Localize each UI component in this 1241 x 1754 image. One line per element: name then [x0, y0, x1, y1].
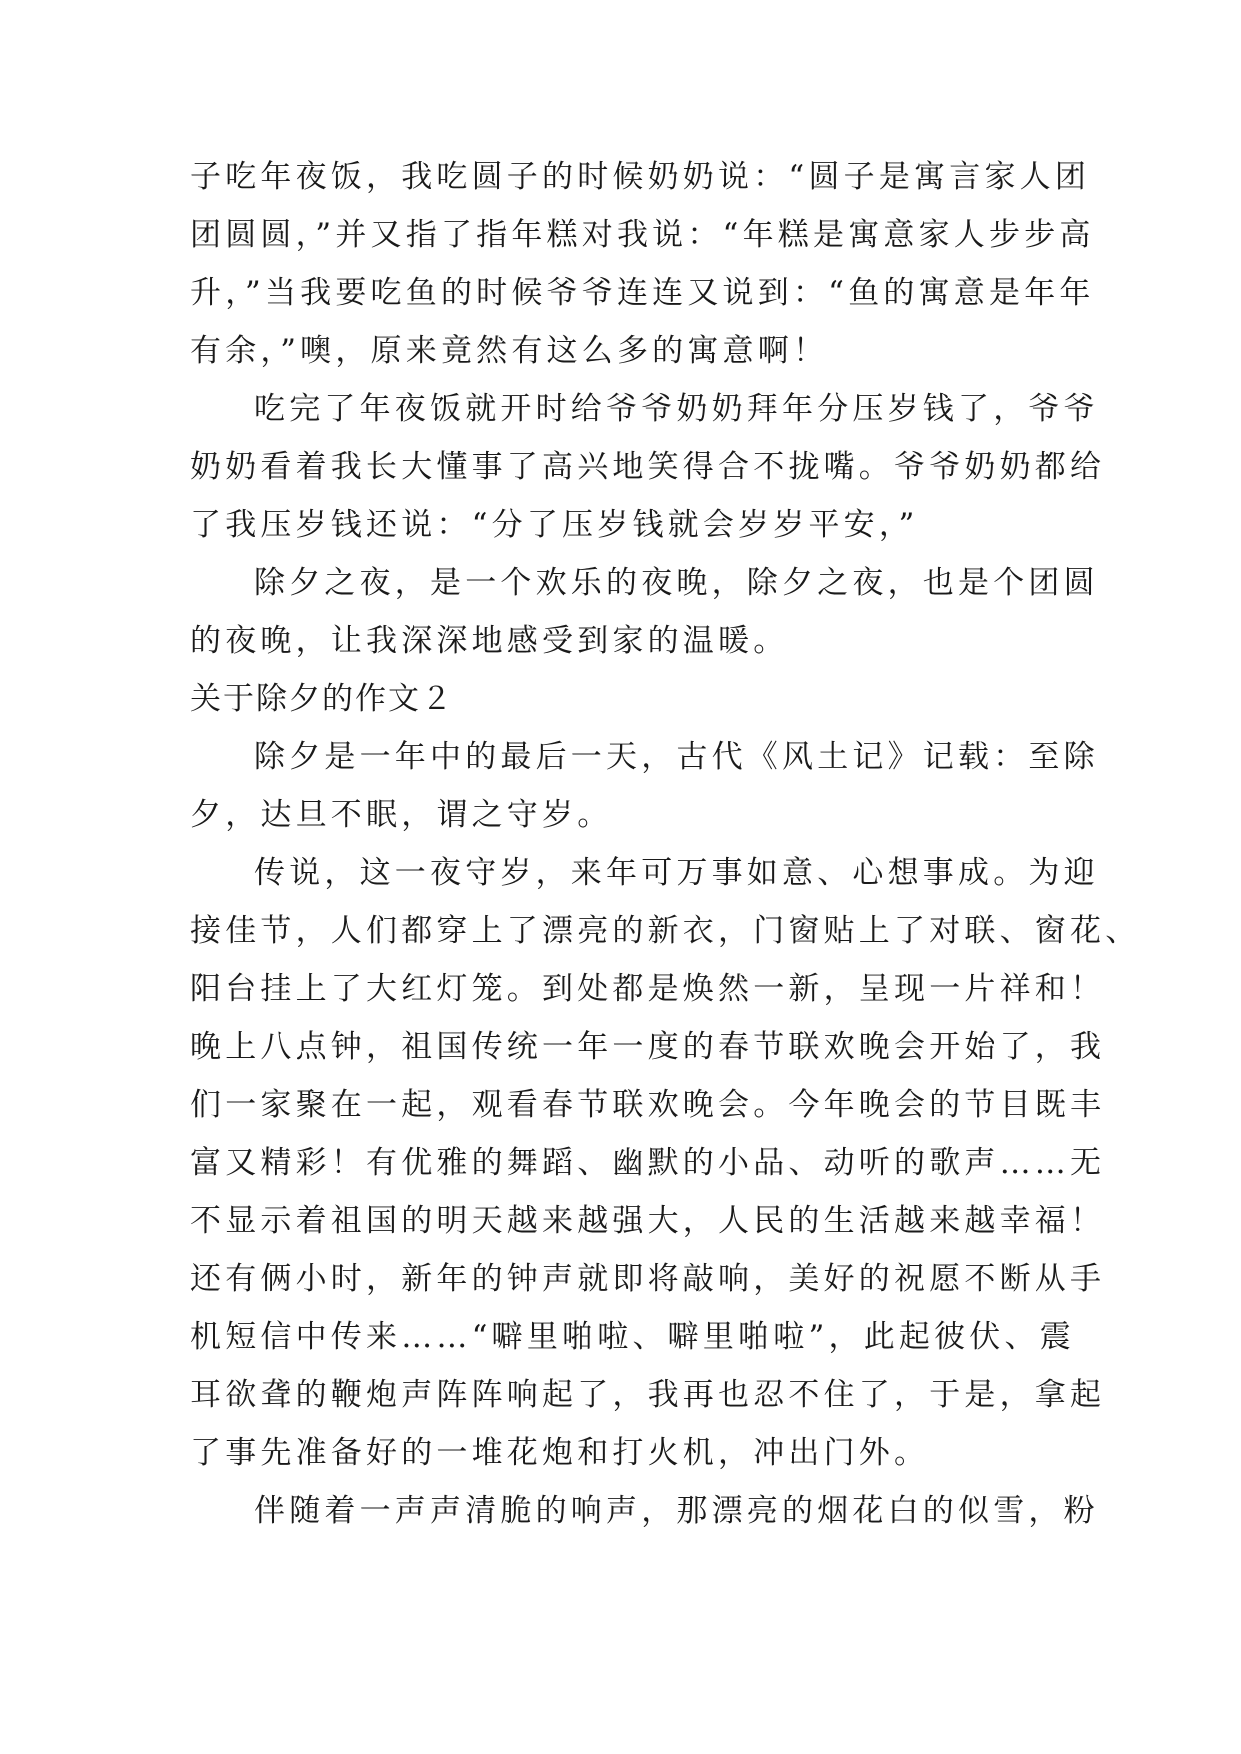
- text-line: 除夕之夜，是一个欢乐的夜晚，除夕之夜，也是个团圆: [254, 565, 1099, 601]
- paragraph: [190, 380, 1106, 554]
- text-line: 机短信中传来……“噼里啪啦、噼里啪啦”，此起彼伏、震: [190, 1319, 1075, 1355]
- text-line: 除夕是一年中的最后一天，古代《风土记》记载：至除: [254, 739, 1099, 775]
- text-line: 们一家聚在一起，观看春节联欢晚会。今年晚会的节目既丰: [190, 1087, 1106, 1123]
- text-line: 团圆圆，”并又指了指年糕对我说：“年糕是寓意家人步步高: [190, 217, 1095, 253]
- text-line: 不显示着祖国的明天越来越强大，人民的生活越来越幸福！: [190, 1203, 1106, 1239]
- heading-text: 关于除夕的作文２: [190, 681, 454, 717]
- paragraph: [190, 1482, 1099, 1540]
- text-line: 阳台挂上了大红灯笼。到处都是焕然一新，呈现一片祥和！: [190, 971, 1106, 1007]
- text-line: 耳欲聋的鞭炮声阵阵响起了，我再也忍不住了，于是，拿起: [190, 1377, 1106, 1413]
- paragraph: [190, 844, 1141, 1482]
- text-line: 接佳节，人们都穿上了漂亮的新衣，门窗贴上了对联、窗花、: [190, 913, 1141, 949]
- text-line: 还有俩小时，新年的钟声就即将敲响，美好的祝愿不断从手: [190, 1261, 1106, 1297]
- text-line: 传说，这一夜守岁，来年可万事如意、心想事成。为迎: [254, 855, 1099, 891]
- section-heading: [190, 670, 1050, 728]
- text-line: 子吃年夜饭，我吃圆子的时候奶奶说：“圆子是寓言家人团: [190, 159, 1091, 195]
- text-line: 吃完了年夜饭就开时给爷爷奶奶拜年分压岁钱了，爷爷: [254, 391, 1099, 427]
- text-line: 奶奶看着我长大懂事了高兴地笑得合不拢嘴。爷爷奶奶都给: [190, 449, 1106, 485]
- text-line: 富又精彩！有优雅的舞蹈、幽默的小品、动听的歌声……无: [190, 1145, 1106, 1181]
- text-line: 了事先准备好的一堆花炮和打火机，冲出门外。: [190, 1435, 930, 1471]
- text-line: 夕，达旦不眠，谓之守岁。: [190, 797, 613, 833]
- paragraph: [190, 148, 1095, 380]
- paragraph: [190, 554, 1099, 670]
- text-line: 了我压岁钱还说：“分了压岁钱就会岁岁平安，”: [190, 507, 919, 543]
- text-line: 的夜晚，让我深深地感受到家的温暖。: [190, 623, 789, 659]
- text-line: 晚上八点钟，祖国传统一年一度的春节联欢晚会开始了，我: [190, 1029, 1106, 1065]
- paragraph: [190, 728, 1099, 844]
- text-line: 有余，”噢，原来竟然有这么多的寓意啊！: [190, 333, 829, 369]
- text-line: 升，”当我要吃鱼的时候爷爷连连又说到：“鱼的寓意是年年: [190, 275, 1095, 311]
- document-page: [190, 148, 1141, 1540]
- text-line: 伴随着一声声清脆的响声，那漂亮的烟花白的似雪，粉: [254, 1493, 1099, 1529]
